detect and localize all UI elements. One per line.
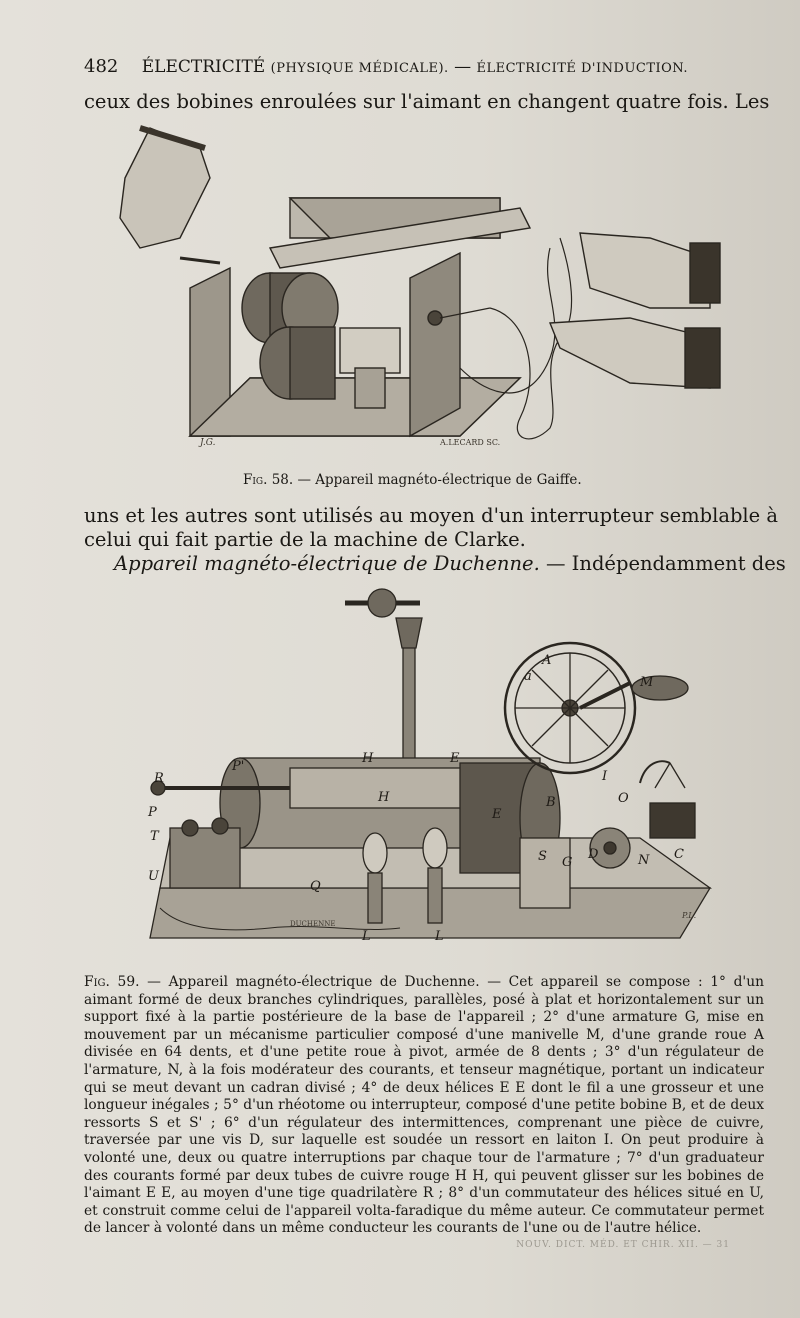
fig59-label-U: U	[148, 869, 159, 884]
figure-59-illustration	[140, 588, 740, 968]
fig59-label-P-prime: P'	[232, 759, 245, 774]
fig59-label: Fig. 59.	[84, 974, 140, 990]
figure-58-illustration	[110, 118, 730, 468]
fig59-label-C: C	[674, 847, 684, 862]
section-heading-duchenne: Appareil magnéto-électrique de Duchenne.	[114, 552, 540, 575]
fig59-label-A: A	[542, 653, 552, 668]
page-footer: NOUV. DICT. MÉD. ET CHIR. XII. — 31	[516, 1240, 730, 1250]
fig59-label-R: R	[154, 771, 164, 786]
page-number: 482	[84, 56, 119, 77]
header-subtitle: (PHYSIQUE MÉDICALE).	[270, 61, 449, 76]
header-section: ÉLECTRICITÉ D'INDUCTION.	[476, 61, 688, 76]
fig59-label-L1: L	[362, 929, 371, 944]
header-title: ÉLECTRICITÉ	[141, 57, 266, 77]
fig59-label-E1: E	[450, 751, 460, 766]
fig59-label-T: T	[150, 829, 159, 844]
fig59-label-E2: E	[492, 807, 502, 822]
fig59-label-S: S	[538, 849, 547, 864]
fig58-label: Fig. 58.	[243, 472, 294, 488]
body-line-4-rest: — Indépendamment des	[539, 552, 786, 575]
running-header	[84, 56, 704, 77]
fig59-caption-text: — Appareil magnéto-électrique de Duchenne. — Cet appareil se compose : 1° d'un aimant formé de deux branches cylindriques, parallèles, posé à plat et horizontalement sur un support fixé à la partie postérieure de la base de l'appareil ; 2° d'une armature G, mise en mouvement par un mécanisme particulier composé d'une manivelle M, d'une grande roue A divisée en 64 dents, et d'une petite roue à pivot, armée de 8 dents ; 3° d'un régulateur de l'armature, N, à la fois modérateur des courants, et tenseur magnétique, portant un indicateur qui se meut devant un cadran divisé ; 4° de deux hélices E E dont le fil a une grosseur et une longueur inégales ; 5° d'un rhéotome ou interrupteur, composé d'une petite bobine B, et de deux ressorts S et S' ; 6° d'un régulateur des intermittences, comprenant une pièce de cuivre, traversée par une vis D, sur laquelle est soudée un ressort en laiton I. On peut produire à volonté une, deux ou quatre interruptions par chaque tour de l'armature ; 7° d'un graduateur des courants formé par deux tubes de cuivre rouge H H, qui peuvent glisser sur les bobines de l'aimant E E, au moyen d'une tige quadrilatère R ; 8° d'un commutateur des hélices situé en U, et construit comme celui de l'appareil volta-faradique du même auteur. Ce commutateur permet de lancer à volonté dans un même conducteur les courants de l'une ou de l'autre hélice.	[84, 974, 764, 1237]
fig59-label-a: a	[524, 669, 532, 684]
body-line-3: celui qui fait partie de la machine de Clarke.	[84, 528, 526, 551]
body-line-4	[114, 552, 786, 576]
fig59-label-H2: H	[378, 790, 390, 805]
fig58-signature-left: J.G.	[200, 438, 216, 448]
fig59-maker: DUCHENNE	[290, 920, 336, 928]
fig59-label-L2: L	[435, 929, 444, 944]
fig59-label-I: I	[602, 769, 608, 784]
fig58-caption-text: — Appareil magnéto-électrique de Gaiffe.	[293, 472, 582, 488]
body-line-1: ceux des bobines enroulées sur l'aimant en changent quatre fois. Les	[84, 90, 770, 113]
fig59-label-D: D	[588, 847, 599, 862]
fig59-label-M: M	[640, 675, 654, 690]
fig59-label-P: P	[148, 805, 157, 820]
fig59-label-H1: H	[362, 751, 374, 766]
fig59-label-Q: Q	[310, 879, 321, 894]
fig59-label-B: B	[546, 795, 556, 810]
header-dash: —	[454, 57, 472, 77]
figure-58-caption	[243, 472, 582, 488]
fig59-label-O: O	[618, 791, 629, 806]
fig58-signature-right: A.LECARD SC.	[440, 438, 501, 447]
fig59-signature: P.L.	[682, 911, 697, 920]
figure-59-description	[84, 974, 764, 1238]
fig59-label-G: G	[562, 855, 573, 870]
body-line-2: uns et les autres sont utilisés au moyen d'un interrupteur semblable à	[84, 504, 779, 527]
fig59-label-N: N	[638, 853, 650, 868]
